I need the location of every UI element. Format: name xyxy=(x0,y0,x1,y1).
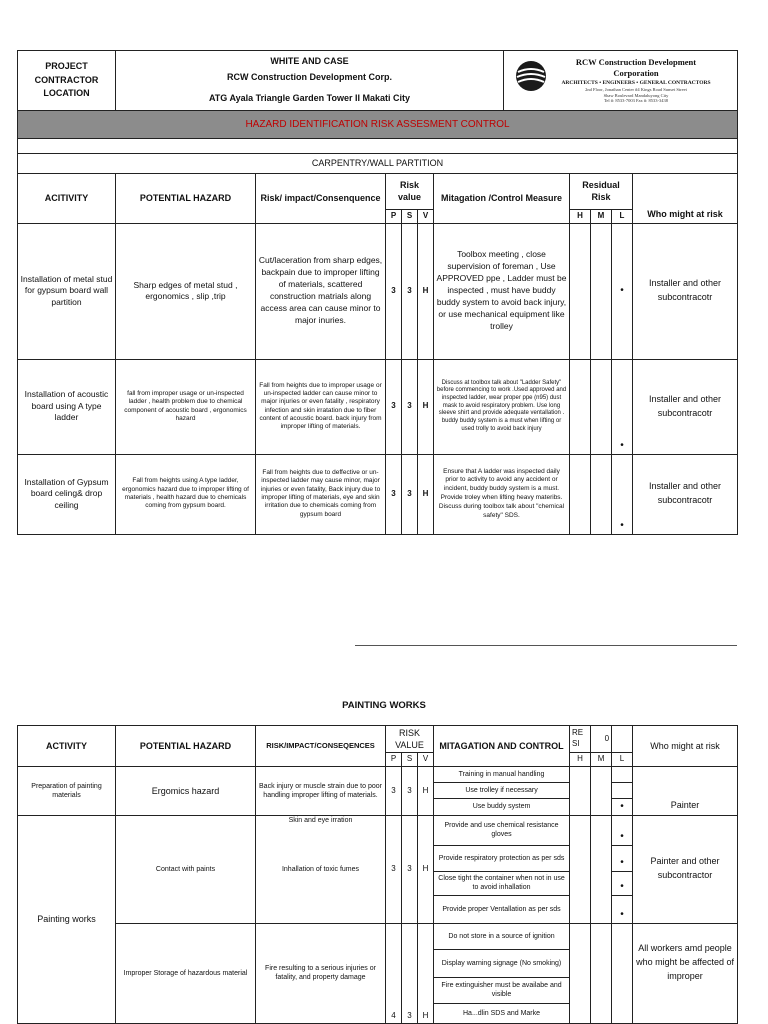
hazard-cell: Ergomics hazard xyxy=(116,767,256,816)
control-cell: Provide and use chemical resistance gloves xyxy=(434,815,570,845)
label-contractor: CONTRACTOR xyxy=(34,74,99,85)
l-mark: • xyxy=(612,454,633,534)
col-risk: RISK/IMPACT/CONSEQENCES xyxy=(256,726,386,767)
col-l: L xyxy=(612,753,633,767)
activity-cell: Installation of acoustic board using A type ladder xyxy=(18,359,116,454)
who-cell: Painter xyxy=(633,767,738,816)
v-cell: H xyxy=(418,815,434,923)
col-v: V xyxy=(418,209,434,223)
rcw-logo-icon xyxy=(514,59,548,93)
l-mark: • xyxy=(612,815,633,845)
contractor-name: RCW Construction Development Corp. xyxy=(226,72,392,83)
control-cell: Do not store in a source of ignition xyxy=(434,923,570,949)
risk-cell: Fall from heights due to deffective or un-inspected ladder may cause minor, major injuries or even fatality, Back injury due to improper lifting of materials, eye and skin irritation due to chemicals coming from gypsum board xyxy=(256,454,386,534)
col-residual: RESI xyxy=(570,726,591,753)
table-row xyxy=(18,815,738,845)
table-row xyxy=(18,767,738,783)
v-cell: H xyxy=(418,454,434,534)
logo-tagline: ARCHITECTS • ENGINEERS • GENERAL CONTRACTORS xyxy=(561,79,711,86)
hazard-cell: Contact with paints xyxy=(116,815,256,923)
col-risk: Risk/ impact/Consenquence xyxy=(256,173,386,223)
risk-text-b: Inhallation of toxic fumes xyxy=(281,866,360,874)
s-cell: 3 xyxy=(402,454,418,534)
col-p: P xyxy=(386,753,402,767)
activity-cell: Installation of Gypsum board celing& drop ceiling xyxy=(18,454,116,534)
logo-company-name: RCW Construction Development Corporation xyxy=(575,57,697,79)
col-p: P xyxy=(386,209,402,223)
l-cell xyxy=(612,923,633,1023)
logo-address-2: Shaw Boulevard Mandaluyong City xyxy=(603,92,669,98)
col-hazard: POTENTIAL HAZARD xyxy=(116,173,256,223)
hirac-banner: HAZARD IDENTIFICATION RISK ASSESMENT CONTROL xyxy=(18,111,738,139)
p-cell: 3 xyxy=(386,815,402,923)
table-row xyxy=(18,359,738,454)
who-cell: Installer and other subcontracotr xyxy=(633,359,738,454)
control-cell: Provide respiratory protection as per sds xyxy=(434,845,570,871)
risk-text-a: Skin and eye irration xyxy=(288,816,353,824)
who-cell: Painter and other subcontractor xyxy=(633,815,738,923)
control-cell: Training in manual handling xyxy=(434,767,570,783)
col-risk-value: Risk value xyxy=(386,173,434,209)
control-cell: Discuss at toolbox talk about "Ladder Safety" before commencing to work .Used approved and inspected ladder, wear proper ppe (n95) dust mask to avoid respiratory problem. Use long sleeve shirt and provide adequate ventallation . buddy buddy system is a must when lifting or used trolly to avoid back injury xyxy=(434,359,570,454)
l-mark: • xyxy=(612,871,633,895)
h-cell xyxy=(570,454,591,534)
col-control: Mitagation /Control Measure xyxy=(434,173,570,223)
risk-cell: Cut/laceration from sharp edges, backpain due to improper lifting of materials, scattered construction matrials along access area can cause minor to major inuries. xyxy=(256,223,386,359)
section-title-carpentry: CARPENTRY/WALL PARTITION xyxy=(18,153,738,173)
col-v: V xyxy=(418,753,434,767)
m-cell xyxy=(591,923,612,1023)
p-cell: 3 xyxy=(386,767,402,816)
col-residual: Residual Risk xyxy=(570,173,633,209)
col-who: Who might at risk xyxy=(633,726,738,767)
s-cell: 3 xyxy=(402,223,418,359)
col-residual-value: 0 xyxy=(591,726,612,753)
who-cell: Installer and other subcontracotr xyxy=(633,454,738,534)
control-cell: Use trolley if necessary xyxy=(434,783,570,799)
risk-cell: Fire resulting to a serious injuries or fatality, and property damage xyxy=(256,923,386,1023)
col-hazard: POTENTIAL HAZARD xyxy=(116,726,256,767)
risk-cell: Fall from heights due to improper usage or un-inspected ladder can cause minor to major injuries or even fatality , respiratory infection and skin irratation due to fiber content of acoustic board. back injury from improper lifting of materials. xyxy=(256,359,386,454)
control-cell: Use buddy system xyxy=(434,799,570,816)
p-cell: 3 xyxy=(386,223,402,359)
activity-cell: Painting works xyxy=(18,815,116,1023)
l-mark: • xyxy=(612,359,633,454)
h-cell xyxy=(570,767,591,816)
table-row xyxy=(18,923,738,949)
hazard-cell: Improper Storage of hazardous material xyxy=(116,923,256,1023)
logo-phone: Tel #: 8533-7003 Fax #: 8533-3438 xyxy=(603,98,669,104)
logo-address-1: 2nd Floor, Jonathan Center #4 Kings Road Sunset Street xyxy=(585,87,687,93)
page-divider xyxy=(355,645,737,646)
l-cell xyxy=(612,783,633,799)
h-cell xyxy=(570,223,591,359)
activity-cell: Preparation of painting materials xyxy=(18,767,116,816)
who-cell: All workers amd people who might be affected of improper xyxy=(633,923,738,1023)
label-location: LOCATION xyxy=(43,88,90,99)
l-mark: • xyxy=(612,845,633,871)
p-cell: 3 xyxy=(386,359,402,454)
col-l: L xyxy=(612,209,633,223)
project-name: WHITE AND CASE xyxy=(270,56,349,67)
label-project: PROJECT xyxy=(45,60,88,71)
h-cell xyxy=(570,923,591,1023)
m-cell xyxy=(591,767,612,816)
col-s: S xyxy=(402,753,418,767)
col-activity: ACTIVITY xyxy=(18,726,116,767)
col-residual-blank xyxy=(612,726,633,753)
s-cell: 3 xyxy=(402,923,418,1023)
v-cell: H xyxy=(418,767,434,816)
l-mark: • xyxy=(612,799,633,816)
project-header-table xyxy=(17,50,738,139)
col-activity: ACITIVITY xyxy=(18,173,116,223)
control-cell: Close tight the container when not in use to avoid inhallation xyxy=(434,871,570,895)
control-cell: Ha...dlin SDS and Marke xyxy=(434,1003,570,1023)
m-cell xyxy=(591,223,612,359)
s-cell: 3 xyxy=(402,815,418,923)
s-cell: 3 xyxy=(402,359,418,454)
control-cell: Toolbox meeting , close supervision of foreman , Use APPROVED ppe , Ladder must be inspected , must have buddy buddy system to avoid back injury, or use mechanical equipment like trolley xyxy=(434,223,570,359)
hazard-cell: fall from improper usage or un-inspected ladder , health problem due to chemical component of acoustic board , ergonomics hazard xyxy=(116,359,256,454)
hazard-cell: Fall from heights using A type ladder, ergonomics hazard due to improper lifting of materials , health hazard due to chemicals coming from gypsum board. xyxy=(116,454,256,534)
section-title-painting: PAINTING WORKS xyxy=(342,700,426,711)
risk-cell: Back injury or muscle strain due to poor handling improper lifting of materials. xyxy=(256,767,386,816)
control-cell: Fire extinguisher must be availabe and visible xyxy=(434,977,570,1003)
control-cell: Display warning signage (No smoking) xyxy=(434,949,570,977)
table-row xyxy=(18,223,738,359)
activity-cell: Installation of metal stud for gypsum board wall partition xyxy=(18,223,116,359)
header-values xyxy=(116,51,504,111)
logo-text xyxy=(556,57,716,104)
v-cell: H xyxy=(418,359,434,454)
col-h: H xyxy=(570,753,591,767)
s-cell: 3 xyxy=(402,767,418,816)
col-control: MITAGATION AND CONTROL xyxy=(434,726,570,767)
painting-table xyxy=(17,725,738,1024)
table-row xyxy=(18,454,738,534)
risk-cell xyxy=(256,815,386,923)
l-mark: • xyxy=(612,223,633,359)
company-logo xyxy=(504,51,738,111)
h-cell xyxy=(570,815,591,923)
col-h: H xyxy=(570,209,591,223)
header-labels xyxy=(18,51,116,111)
h-cell xyxy=(570,359,591,454)
carpentry-table xyxy=(17,139,738,535)
who-cell: Installer and other subcontracotr xyxy=(633,223,738,359)
m-cell xyxy=(591,454,612,534)
col-who: Who might at risk xyxy=(633,173,738,223)
control-cell: Provide proper Ventallation as per sds xyxy=(434,895,570,923)
m-cell xyxy=(591,815,612,923)
p-cell: 4 xyxy=(386,923,402,1023)
col-s: S xyxy=(402,209,418,223)
location-name: ATG Ayala Triangle Garden Tower II Makati City xyxy=(208,92,411,103)
p-cell: 3 xyxy=(386,454,402,534)
control-cell: Ensure that A ladder was inspected daily prior to activity to avoid any accident or incident, buddy buddy system is a must. Provide troley when lifting heavy materibs. Discuss during toolbox talk about "chemical safety" SDS. xyxy=(434,454,570,534)
col-risk-value: RISK VALUE xyxy=(386,726,434,753)
v-cell: H xyxy=(418,923,434,1023)
hazard-cell: Sharp edges of metal stud , ergonomics , slip ,trip xyxy=(116,223,256,359)
col-m: M xyxy=(591,209,612,223)
v-cell: H xyxy=(418,223,434,359)
col-m: M xyxy=(591,753,612,767)
m-cell xyxy=(591,359,612,454)
l-cell xyxy=(612,767,633,783)
l-mark: • xyxy=(612,895,633,923)
